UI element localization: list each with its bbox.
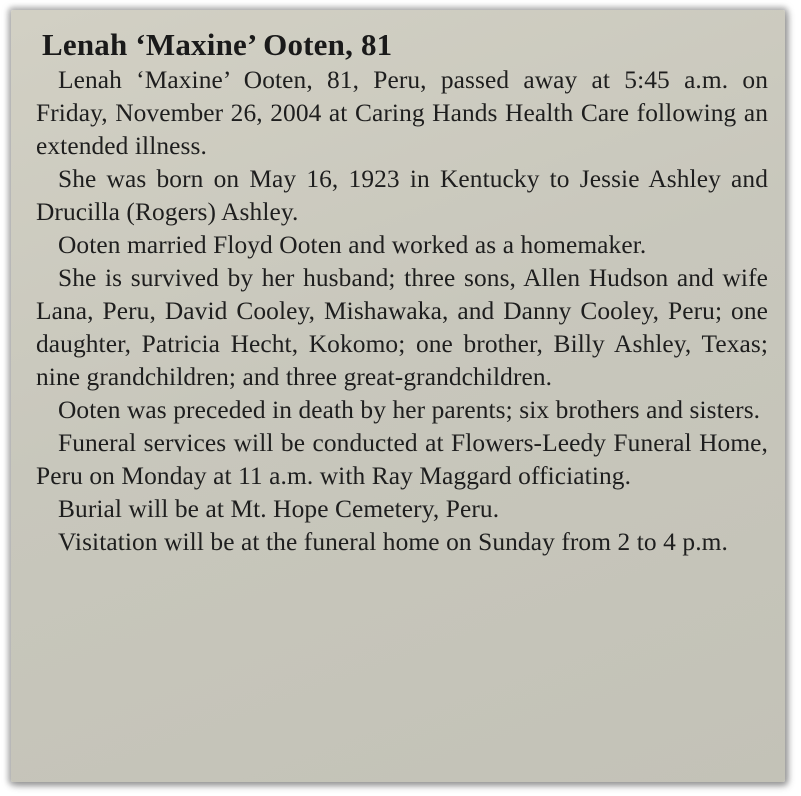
paragraph-birth: She was born on May 16, 1923 in Kentucky to Jessie Ashley and Drucilla (Rogers) Ashley. xyxy=(36,165,768,226)
paragraph-funeral-services: Funeral services will be conducted at Flowers-Leedy Funeral Home, Peru on Monday at 11 a.m. with Ray Maggard officiating. xyxy=(36,429,768,490)
paragraph-survivors: She is survived by her husband; three sons, Allen Hudson and wife Lana, Peru, David Cooley, Mishawaka, and Danny Cooley, Peru; one daughter, Patricia Hecht, Kokomo; one brother, Billy Ashley, Texas; nine grandchildren; and three great-grandchildren. xyxy=(36,264,768,391)
paragraph-burial: Burial will be at Mt. Hope Cemetery, Peru. xyxy=(58,495,500,523)
newspaper-clipping xyxy=(11,10,785,782)
paragraph-marriage: Ooten married Floyd Ooten and worked as a homemaker. xyxy=(58,231,647,259)
obituary-article xyxy=(36,26,768,559)
paragraph-visitation: Visitation will be at the funeral home on Sunday from 2 to 4 p.m. xyxy=(58,528,728,556)
paragraph-preceded: Ooten was preceded in death by her parents; six brothers and sisters. xyxy=(58,396,761,424)
article-headline: Lenah ‘Maxine’ Ooten, 81 xyxy=(42,27,393,62)
paragraph-death-notice: Lenah ‘Maxine’ Ooten, 81, Peru, passed away at 5:45 a.m. on Friday, November 26, 2004 at Caring Hands Health Care following an extended illness. xyxy=(36,66,768,160)
